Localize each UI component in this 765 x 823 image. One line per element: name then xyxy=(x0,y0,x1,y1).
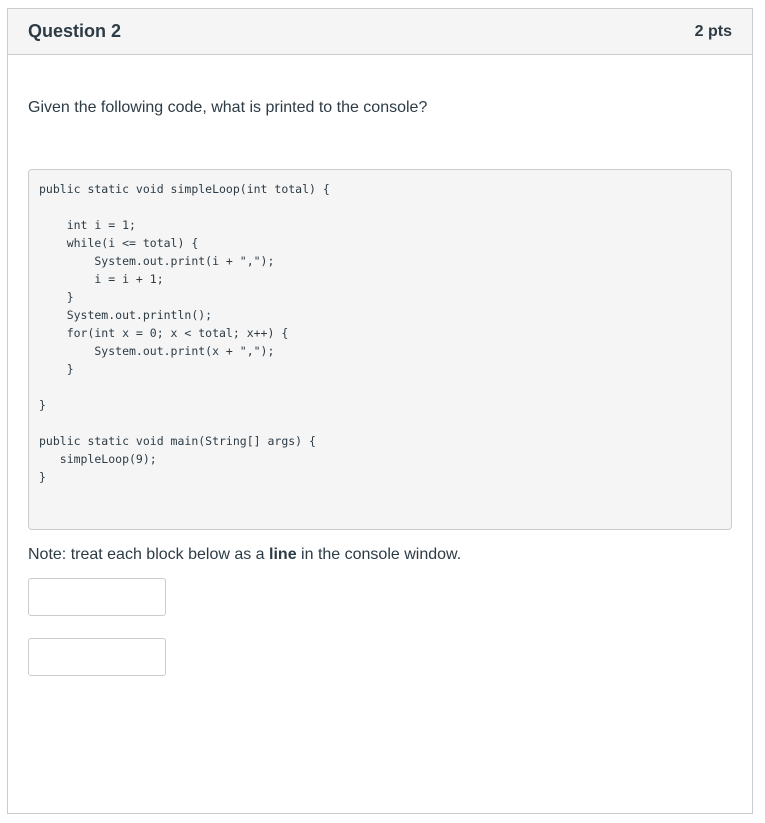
question-title: Question 2 xyxy=(28,21,122,41)
question-prompt: Given the following code, what is printed to the console? xyxy=(28,99,428,116)
question-card xyxy=(7,8,753,814)
question-header xyxy=(8,9,752,55)
answer-note xyxy=(28,546,732,564)
question-points: 2 pts xyxy=(694,22,732,40)
note-suffix: in the console window. xyxy=(296,546,462,563)
question-body xyxy=(8,99,752,676)
answer-input-line-1[interactable] xyxy=(28,578,166,616)
answer-input-line-2[interactable] xyxy=(28,638,166,676)
code-block xyxy=(28,169,732,530)
note-bold: line xyxy=(269,546,297,563)
note-prefix: Note: treat each block below as a xyxy=(28,546,270,563)
code-text: public static void simpleLoop(int total) { int i = 1; while(i <= total) { System.out.print(i + ","); i = i + 1; } System.out.println(); for(int x = 0; x < total; x++) { System.out.print(x + ","); } } public static void main(String[] args) { simpleLoop(9); } xyxy=(39,182,330,484)
